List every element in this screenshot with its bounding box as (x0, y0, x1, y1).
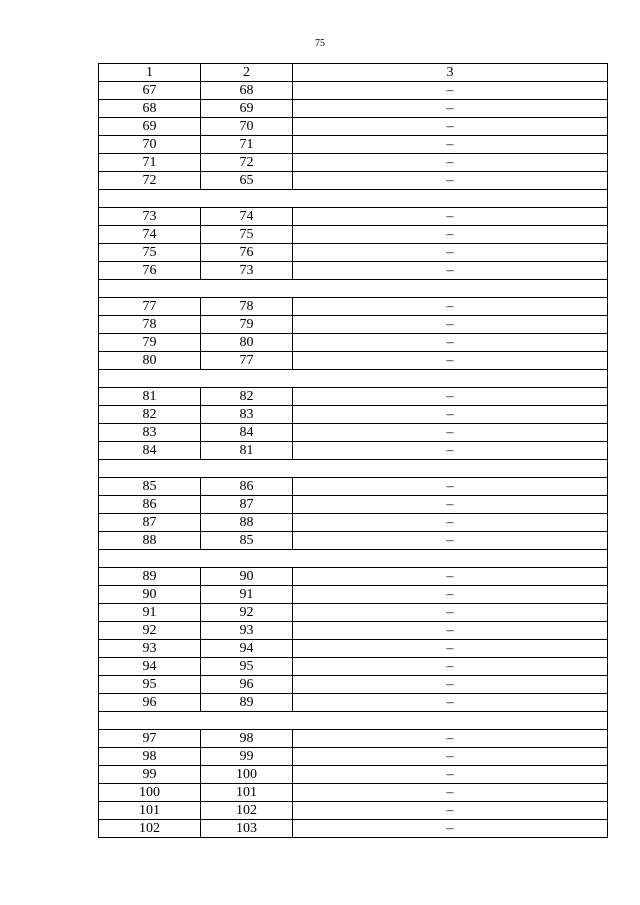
table-cell-col3: – (293, 352, 608, 370)
table-cell-col2: 87 (201, 496, 293, 514)
table-cell-col2: 68 (201, 82, 293, 100)
table-cell-col2: 73 (201, 262, 293, 280)
table-row (99, 442, 608, 460)
table-cell-col3: – (293, 478, 608, 496)
table-cell-col3: – (293, 658, 608, 676)
group-separator-row (99, 280, 608, 298)
table-cell-col3: – (293, 442, 608, 460)
table-cell-col3: – (293, 514, 608, 532)
table-cell-col2: 85 (201, 532, 293, 550)
table-cell-col2: 91 (201, 586, 293, 604)
table-cell-col1: 101 (99, 802, 201, 820)
table-cell-col3: – (293, 316, 608, 334)
table-cell-col1: 72 (99, 172, 201, 190)
table-cell-col3: – (293, 496, 608, 514)
table-cell-col3: – (293, 568, 608, 586)
table-cell-col2: 82 (201, 388, 293, 406)
table-cell-col1: 71 (99, 154, 201, 172)
header-row (99, 64, 608, 82)
table-cell-col3: – (293, 208, 608, 226)
table-row (99, 262, 608, 280)
table-cell-col1: 74 (99, 226, 201, 244)
table-cell-col3: – (293, 172, 608, 190)
table-cell-col2: 77 (201, 352, 293, 370)
table-row (99, 82, 608, 100)
table-cell-col3: – (293, 820, 608, 838)
table-cell-col1: 90 (99, 586, 201, 604)
table-row (99, 208, 608, 226)
table-cell-col3: – (293, 676, 608, 694)
table-cell-col3: – (293, 82, 608, 100)
table-cell-col1: 79 (99, 334, 201, 352)
group-separator-row (99, 190, 608, 208)
table-row (99, 640, 608, 658)
table-cell-col1: 89 (99, 568, 201, 586)
table-cell-col1: 95 (99, 676, 201, 694)
table-row (99, 604, 608, 622)
table-row (99, 496, 608, 514)
header-cell-1: 1 (99, 64, 201, 82)
separator-cell (99, 460, 608, 478)
table-cell-col1: 94 (99, 658, 201, 676)
table-cell-col2: 98 (201, 730, 293, 748)
table-row (99, 820, 608, 838)
table-cell-col3: – (293, 640, 608, 658)
table-cell-col1: 80 (99, 352, 201, 370)
group-separator-row (99, 550, 608, 568)
table-cell-col1: 73 (99, 208, 201, 226)
table-cell-col3: – (293, 298, 608, 316)
table-row (99, 658, 608, 676)
header-cell-2: 2 (201, 64, 293, 82)
table-cell-col1: 83 (99, 424, 201, 442)
table-row (99, 568, 608, 586)
table-cell-col2: 88 (201, 514, 293, 532)
table-cell-col3: – (293, 226, 608, 244)
separator-cell (99, 370, 608, 388)
table-cell-col3: – (293, 100, 608, 118)
table-cell-col2: 72 (201, 154, 293, 172)
group-separator-row (99, 460, 608, 478)
table-row (99, 154, 608, 172)
table-cell-col1: 84 (99, 442, 201, 460)
table-cell-col2: 65 (201, 172, 293, 190)
table-row (99, 784, 608, 802)
table-cell-col1: 93 (99, 640, 201, 658)
table-cell-col2: 100 (201, 766, 293, 784)
table-cell-col1: 87 (99, 514, 201, 532)
table-cell-col1: 76 (99, 262, 201, 280)
table-row (99, 136, 608, 154)
table-cell-col2: 70 (201, 118, 293, 136)
table-cell-col1: 78 (99, 316, 201, 334)
table-cell-col3: – (293, 406, 608, 424)
table-row (99, 244, 608, 262)
table-cell-col1: 100 (99, 784, 201, 802)
group-separator-row (99, 712, 608, 730)
table-cell-col2: 69 (201, 100, 293, 118)
table-cell-col2: 79 (201, 316, 293, 334)
table-cell-col2: 103 (201, 820, 293, 838)
table-cell-col1: 75 (99, 244, 201, 262)
table-cell-col3: – (293, 586, 608, 604)
table-row (99, 172, 608, 190)
table-row (99, 478, 608, 496)
table-row (99, 730, 608, 748)
table-cell-col1: 102 (99, 820, 201, 838)
table-cell-col3: – (293, 532, 608, 550)
table-cell-col2: 71 (201, 136, 293, 154)
table-cell-col1: 68 (99, 100, 201, 118)
table-row (99, 226, 608, 244)
table-cell-col3: – (293, 388, 608, 406)
table-row (99, 316, 608, 334)
table-cell-col1: 99 (99, 766, 201, 784)
table-cell-col3: – (293, 424, 608, 442)
table-cell-col1: 97 (99, 730, 201, 748)
table-row (99, 802, 608, 820)
table-cell-col1: 88 (99, 532, 201, 550)
table-cell-col1: 82 (99, 406, 201, 424)
table-row (99, 676, 608, 694)
data-table (98, 63, 608, 838)
separator-cell (99, 712, 608, 730)
table-cell-col2: 90 (201, 568, 293, 586)
table-cell-col3: – (293, 244, 608, 262)
table-cell-col2: 95 (201, 658, 293, 676)
table-row (99, 334, 608, 352)
table-cell-col2: 74 (201, 208, 293, 226)
table-cell-col1: 92 (99, 622, 201, 640)
table-cell-col2: 86 (201, 478, 293, 496)
table-cell-col3: – (293, 730, 608, 748)
table-cell-col3: – (293, 334, 608, 352)
table-cell-col1: 69 (99, 118, 201, 136)
table-row (99, 622, 608, 640)
table-row (99, 748, 608, 766)
table-row (99, 424, 608, 442)
table-row (99, 388, 608, 406)
table-cell-col2: 75 (201, 226, 293, 244)
table-row (99, 694, 608, 712)
table-cell-col2: 78 (201, 298, 293, 316)
table-cell-col2: 92 (201, 604, 293, 622)
table-cell-col1: 81 (99, 388, 201, 406)
table-cell-col3: – (293, 604, 608, 622)
table-cell-col2: 99 (201, 748, 293, 766)
table-row (99, 586, 608, 604)
table-cell-col1: 86 (99, 496, 201, 514)
table-row (99, 514, 608, 532)
table-cell-col3: – (293, 136, 608, 154)
table-row (99, 532, 608, 550)
table-cell-col2: 101 (201, 784, 293, 802)
table-cell-col2: 96 (201, 676, 293, 694)
table-cell-col3: – (293, 748, 608, 766)
table-cell-col1: 96 (99, 694, 201, 712)
table-cell-col3: – (293, 262, 608, 280)
table-cell-col2: 81 (201, 442, 293, 460)
table-cell-col3: – (293, 784, 608, 802)
table-cell-col2: 89 (201, 694, 293, 712)
table-cell-col1: 77 (99, 298, 201, 316)
table-cell-col2: 76 (201, 244, 293, 262)
table-row (99, 352, 608, 370)
table-cell-col3: – (293, 622, 608, 640)
table-cell-col3: – (293, 694, 608, 712)
table-cell-col1: 67 (99, 82, 201, 100)
table-cell-col2: 84 (201, 424, 293, 442)
separator-cell (99, 190, 608, 208)
table-row (99, 100, 608, 118)
table-cell-col3: – (293, 118, 608, 136)
separator-cell (99, 280, 608, 298)
table-cell-col1: 98 (99, 748, 201, 766)
group-separator-row (99, 370, 608, 388)
table-cell-col3: – (293, 802, 608, 820)
header-cell-3: 3 (293, 64, 608, 82)
table-row (99, 766, 608, 784)
page-number: 75 (315, 38, 325, 49)
table-cell-col1: 91 (99, 604, 201, 622)
table-row (99, 406, 608, 424)
table-cell-col3: – (293, 766, 608, 784)
separator-cell (99, 550, 608, 568)
table-cell-col2: 83 (201, 406, 293, 424)
table-row (99, 298, 608, 316)
table-cell-col1: 70 (99, 136, 201, 154)
table-cell-col2: 93 (201, 622, 293, 640)
table-cell-col1: 85 (99, 478, 201, 496)
table-cell-col3: – (293, 154, 608, 172)
table-cell-col2: 102 (201, 802, 293, 820)
table-cell-col2: 94 (201, 640, 293, 658)
table-row (99, 118, 608, 136)
table-cell-col2: 80 (201, 334, 293, 352)
